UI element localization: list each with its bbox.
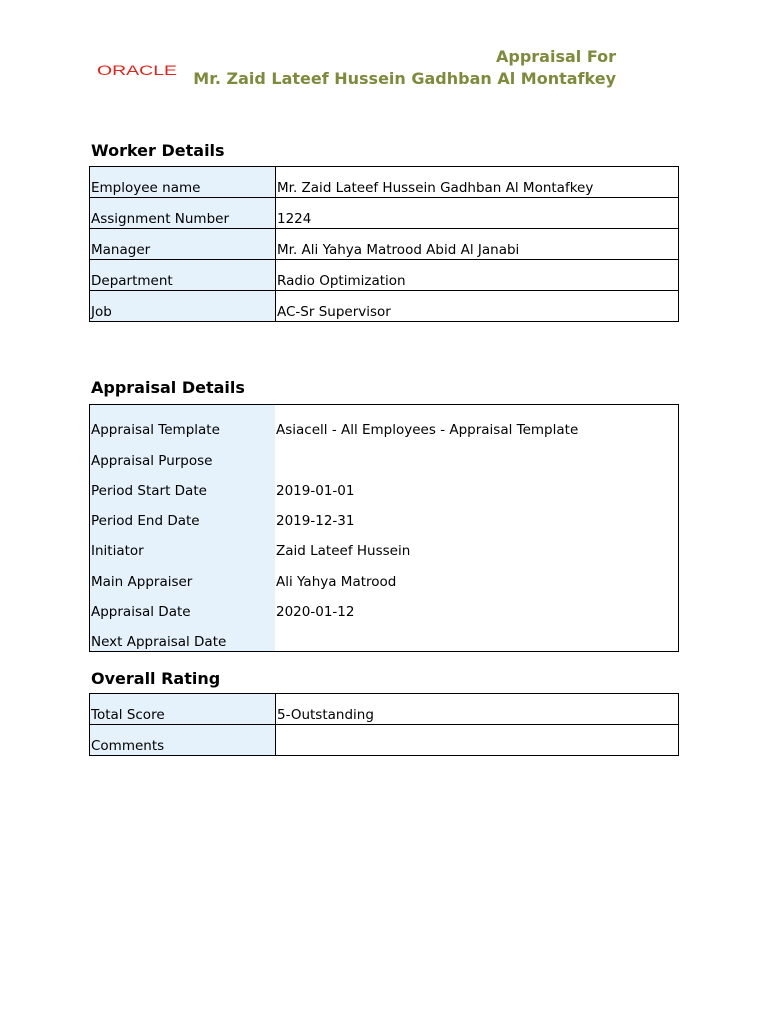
field-label: Department xyxy=(90,260,276,291)
field-label: Total Score xyxy=(90,694,276,725)
table-row xyxy=(90,260,679,291)
field-value: Mr. Zaid Lateef Hussein Gadhban Al Montafkey xyxy=(276,167,679,198)
table-row xyxy=(90,621,679,652)
table-row xyxy=(90,291,679,322)
field-value: Radio Optimization xyxy=(276,260,679,291)
field-label: Appraisal Template xyxy=(90,405,276,440)
field-label: Employee name xyxy=(90,167,276,198)
table-row xyxy=(90,198,679,229)
field-value xyxy=(275,621,679,652)
field-value xyxy=(276,725,679,756)
table-row xyxy=(90,725,679,756)
worker-details-heading: Worker Details xyxy=(91,141,225,160)
title-line-1: Appraisal For xyxy=(496,47,616,66)
field-label: Appraisal Purpose xyxy=(90,439,276,469)
field-value: 2019-01-01 xyxy=(276,482,355,499)
field-value: 2020-01-12 xyxy=(276,604,355,621)
table-row xyxy=(90,530,679,560)
table-row xyxy=(90,500,679,530)
page-title xyxy=(193,46,616,90)
table-row xyxy=(90,405,679,440)
table-row xyxy=(90,591,679,621)
table-row xyxy=(90,167,679,198)
field-label: Manager xyxy=(90,229,276,260)
field-label: Period Start Date xyxy=(90,470,276,500)
logo-text: ORACLE xyxy=(97,63,177,78)
field-label: Assignment Number xyxy=(90,198,276,229)
field-value: Mr. Ali Yahya Matrood Abid Al Janabi xyxy=(276,229,679,260)
field-value xyxy=(275,439,679,469)
field-label: Job xyxy=(90,291,276,322)
field-value: Asiacell - All Employees - Appraisal Template xyxy=(276,422,579,439)
field-value: 2019-12-31 xyxy=(276,513,355,530)
field-label: Next Appraisal Date xyxy=(90,621,276,652)
oracle-logo xyxy=(97,62,179,78)
field-value: Ali Yahya Matrood xyxy=(276,573,397,590)
worker-details-table xyxy=(89,166,679,322)
table-row xyxy=(90,470,679,500)
title-line-2: Mr. Zaid Lateef Hussein Gadhban Al Montafkey xyxy=(193,69,616,88)
field-value: AC-Sr Supervisor xyxy=(276,291,679,322)
field-label: Comments xyxy=(90,725,276,756)
field-label: Initiator xyxy=(90,530,276,560)
appraisal-details-table xyxy=(89,404,679,652)
table-row xyxy=(90,694,679,725)
overall-rating-heading: Overall Rating xyxy=(91,669,221,688)
table-row xyxy=(90,560,679,590)
field-label: Main Appraiser xyxy=(90,560,276,590)
table-row xyxy=(90,439,679,469)
overall-rating-table xyxy=(89,693,679,756)
table-row xyxy=(90,229,679,260)
appraisal-details-heading: Appraisal Details xyxy=(91,378,245,397)
field-value: Zaid Lateef Hussein xyxy=(276,543,411,560)
field-label: Appraisal Date xyxy=(90,591,276,621)
field-label: Period End Date xyxy=(90,500,276,530)
field-value: 5-Outstanding xyxy=(276,694,679,725)
field-value: 1224 xyxy=(276,198,679,229)
